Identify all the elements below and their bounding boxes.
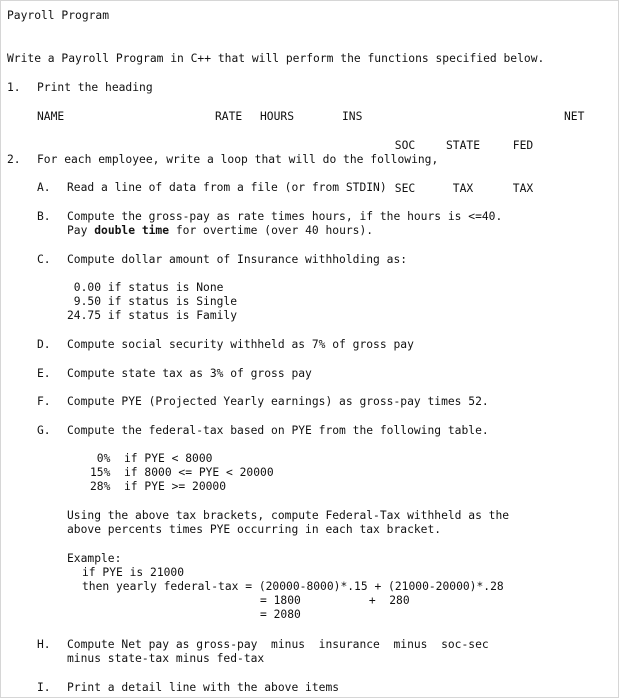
item-1-text: Print the heading	[37, 81, 153, 94]
step-e-label: E.	[37, 367, 51, 380]
col-fed-line2: TAX	[512, 182, 534, 196]
intro-text: Write a Payroll Program in C++ that will perform the functions specified below.	[7, 52, 545, 65]
step-g-text: Compute the federal-tax based on PYE from the following table.	[67, 424, 489, 437]
example-if: if PYE is 21000	[82, 566, 185, 579]
example-then: then yearly federal-tax = (20000-8000)*.15 + (21000-20000)*.28	[82, 580, 504, 593]
step-b-line2-pre: Pay	[67, 224, 95, 237]
page-title: Payroll Program	[7, 9, 110, 22]
step-a-text: Read a line of data from a file (or from STDIN)	[67, 181, 387, 194]
col-net: NET	[564, 110, 585, 123]
item-2-number: 2.	[7, 153, 21, 166]
step-d-text: Compute social security withheld as 7% of gross pay	[67, 338, 414, 351]
example-label: Example:	[67, 552, 122, 565]
step-c-label: C.	[37, 253, 51, 266]
col-soc-line1: SOC	[394, 138, 416, 152]
step-h-line2: minus state-tax minus fed-tax	[67, 652, 265, 665]
insurance-rate-single: 9.50 if status is Single	[67, 295, 238, 308]
item-1-number: 1.	[7, 81, 21, 94]
col-state-line2: TAX	[452, 182, 474, 196]
step-h-line1: Compute Net pay as gross-pay minus insurance minus soc-sec	[67, 638, 489, 651]
insurance-rate-none: 0.00 if status is None	[67, 281, 224, 294]
example-step3: = 2080	[260, 608, 301, 621]
col-soc-line2: SEC	[394, 182, 416, 196]
step-b-double-time: double time	[94, 224, 170, 237]
step-i-label: I.	[37, 681, 51, 694]
col-rate: RATE	[215, 110, 243, 123]
tax-bracket-15: 15% if 8000 <= PYE < 20000	[90, 466, 274, 479]
step-f-text: Compute PYE (Projected Yearly earnings) as gross-pay times 52.	[67, 395, 489, 408]
step-d-label: D.	[37, 338, 51, 351]
col-fed-line1: FED	[512, 138, 534, 152]
tax-note-line2: above percents times PYE occurring in each tax bracket.	[67, 523, 442, 536]
step-c-text: Compute dollar amount of Insurance withholding as:	[67, 253, 408, 266]
step-a-label: A.	[37, 181, 51, 194]
step-g-label: G.	[37, 424, 51, 437]
step-b-line1: Compute the gross-pay as rate times hours, if the hours is <=40.	[67, 210, 503, 223]
tax-bracket-28: 28% if PYE >= 20000	[90, 480, 227, 493]
step-b-label: B.	[37, 210, 51, 223]
tax-note-line1: Using the above tax brackets, compute Federal-Tax withheld as the	[67, 509, 510, 522]
col-fed-tax	[505, 110, 541, 225]
col-name: NAME	[37, 110, 65, 123]
col-state-line1: STATE	[445, 138, 480, 152]
insurance-rate-family: 24.75 if status is Family	[67, 309, 238, 322]
step-f-label: F.	[37, 395, 51, 408]
col-ins: INS	[342, 110, 363, 123]
col-hours: HOURS	[260, 110, 295, 123]
step-i-text: Print a detail line with the above items	[67, 681, 340, 694]
col-state-tax	[439, 110, 487, 225]
step-b-line2-post: for overtime (over 40 hours).	[169, 224, 374, 237]
step-h-label: H.	[37, 638, 51, 651]
step-b-line2	[67, 224, 373, 238]
tax-bracket-0: 0% if PYE < 8000	[90, 452, 213, 465]
example-step2: = 1800 + 280	[260, 594, 410, 607]
col-soc-sec	[387, 110, 423, 225]
item-2-text: For each employee, write a loop that will do the following,	[37, 153, 439, 166]
step-e-text: Compute state tax as 3% of gross pay	[67, 367, 312, 380]
